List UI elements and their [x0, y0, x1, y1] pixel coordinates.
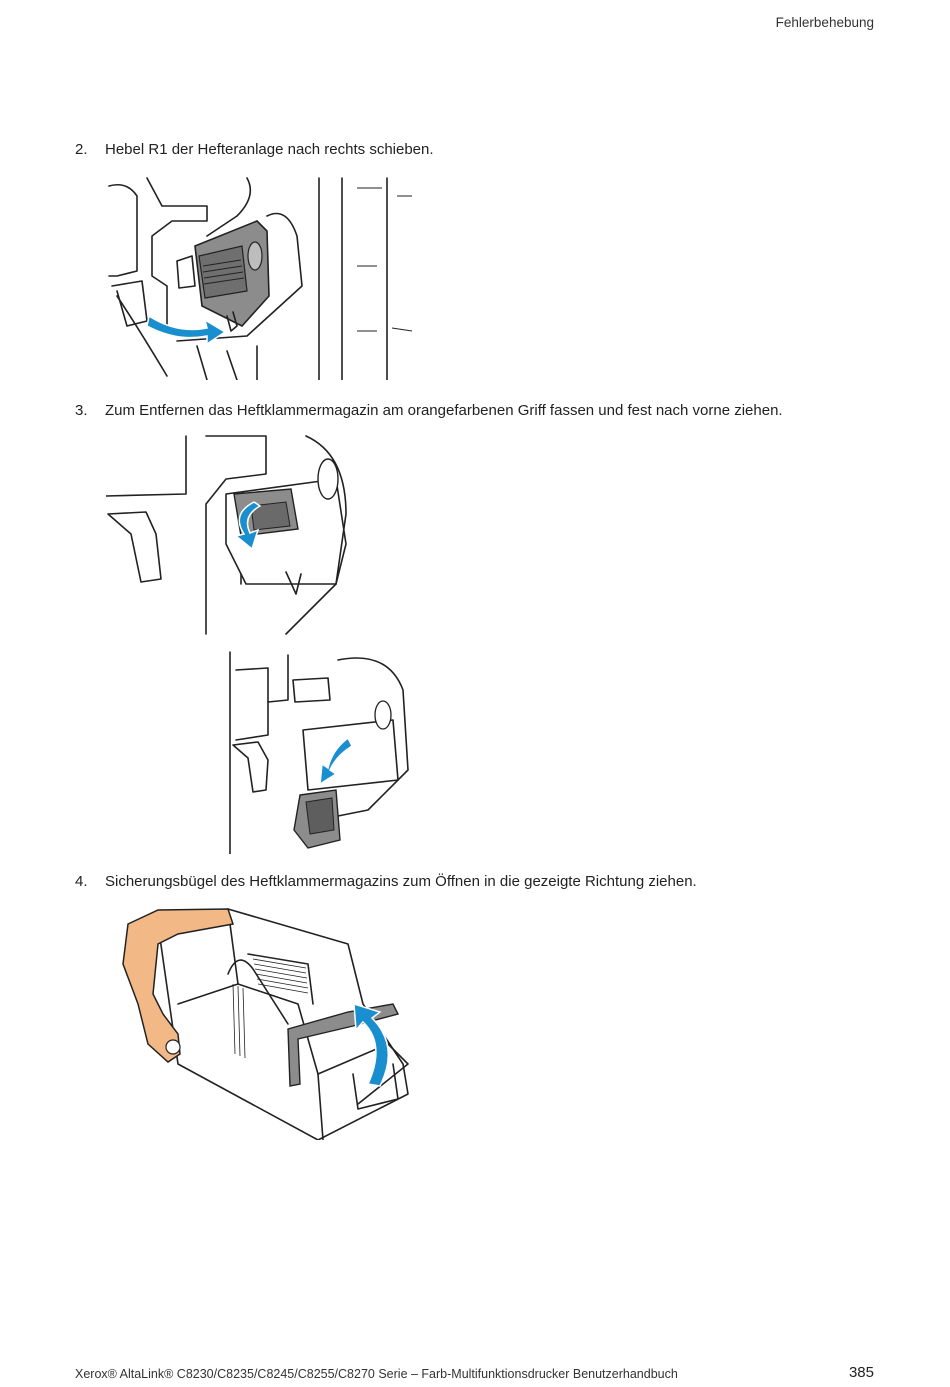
orange-handle	[123, 909, 233, 1062]
step-text: Hebel R1 der Hefteranlage nach rechts schieben.	[105, 141, 434, 158]
illustration-remove-cartridge-b	[228, 650, 410, 854]
step-number: 3.	[75, 402, 88, 419]
page-number: 385	[848, 1364, 874, 1381]
step-number: 4.	[75, 873, 88, 890]
step-2	[75, 141, 434, 158]
step-4	[75, 873, 697, 890]
illustration-open-retaining-clip	[118, 904, 428, 1140]
direction-arrow	[320, 738, 352, 784]
step-text: Sicherungsbügel des Heftklammermagazins zum Öffnen in die gezeigte Richtung ziehen.	[105, 873, 697, 890]
illustration-remove-cartridge-a	[106, 434, 402, 638]
step-text: Zum Entfernen das Heftklammermagazin am orangefarbenen Griff fassen und fest nach vorne ziehen.	[105, 402, 783, 419]
footer-document-title: Xerox® AltaLink® C8230/C8235/C8245/C8255/C8270 Serie – Farb-Multifunktionsdrucker Benutzerhandbuch	[75, 1367, 678, 1381]
illustration-stapler-lever-r1	[107, 176, 413, 380]
step-3	[75, 402, 783, 419]
step-number: 2.	[75, 141, 88, 158]
running-header: Fehlerbehebung	[775, 15, 874, 30]
